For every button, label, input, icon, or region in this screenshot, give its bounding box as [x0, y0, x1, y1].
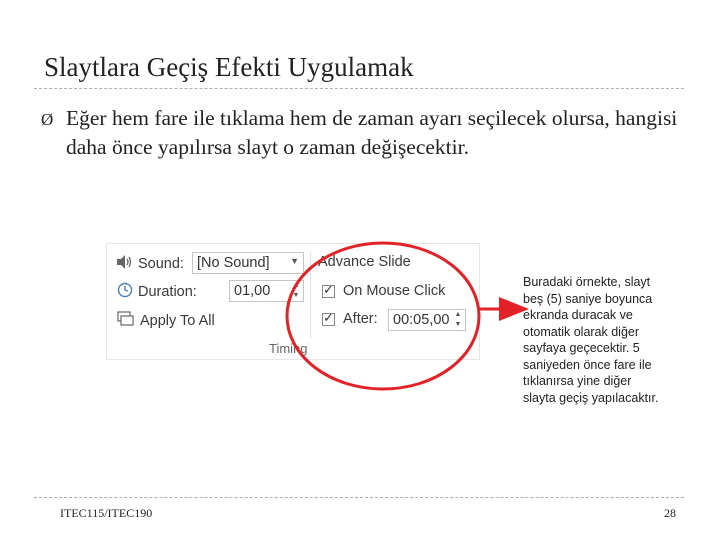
apply-to-all-icon: [117, 311, 135, 331]
duration-label: Duration:: [138, 284, 197, 300]
apply-to-all-button[interactable]: [117, 311, 215, 331]
footer-divider: [34, 497, 684, 498]
after-time-spinner[interactable]: [388, 309, 466, 331]
speaker-icon: [115, 254, 133, 274]
apply-to-all-label: Apply To All: [140, 313, 215, 329]
footer-course: ITEC115/ITEC190: [60, 506, 153, 520]
chevron-down-icon[interactable]: ▼: [290, 256, 299, 266]
sound-dropdown[interactable]: [192, 252, 304, 274]
sound-value: [No Sound]: [197, 255, 270, 271]
slide-number: 28: [664, 506, 676, 520]
sound-row: [115, 254, 184, 274]
on-mouse-click-label: On Mouse Click: [343, 283, 446, 299]
after-time-value: 00:05,00: [393, 312, 450, 328]
advance-slide-heading: Advance Slide: [318, 254, 411, 270]
sound-label: Sound:: [138, 256, 184, 272]
duration-value: 01,00: [234, 283, 271, 299]
duration-row: [117, 282, 197, 302]
title-divider: [34, 88, 684, 89]
bullet-arrow-icon: Ø: [41, 110, 54, 129]
clock-icon: [117, 282, 133, 302]
after-checkbox[interactable]: [322, 311, 378, 327]
spinner-arrows-icon[interactable]: ▲ ▼: [454, 311, 462, 328]
duration-spinner[interactable]: [229, 280, 304, 302]
checkbox-checked-icon[interactable]: [322, 285, 335, 298]
timing-group-label: Timing: [269, 341, 308, 356]
ribbon-separator: [310, 252, 311, 338]
timing-ribbon-screenshot: [106, 243, 480, 360]
slide-title: Slaytlara Geçiş Efekti Uygulamak: [44, 52, 414, 82]
on-mouse-click-checkbox[interactable]: [322, 283, 445, 299]
spinner-arrows-icon[interactable]: ▲ ▼: [292, 282, 300, 299]
checkbox-checked-icon[interactable]: [322, 313, 335, 326]
bullet-text: Eğer hem fare ile tıklama hem de zaman ayarı seçilecek olursa, hangisi daha önce yapılırsa slayt o zaman değişecektir.: [66, 106, 678, 159]
annotation-text: Buradaki örnekte, slayt beş (5) saniye boyunca ekranda duracak ve otomatik olarak diğer sayfaya geçecektir. 5 saniyeden önce fare ile tıklanırsa yine diğer slayta geçiş yapılacaktır.: [523, 275, 659, 405]
after-label: After:: [343, 311, 378, 327]
